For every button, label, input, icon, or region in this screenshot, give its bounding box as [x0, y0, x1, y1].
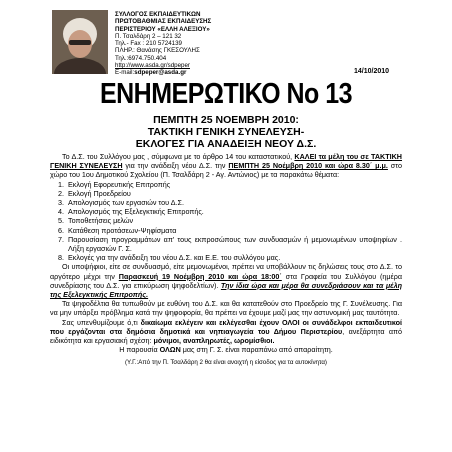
postscript-note: (Υ.Γ.:Από την Π. Τσαλδάρη 2 θα είναι ανοιχτή η είσοδος για τα αυτοκίνητα)	[125, 359, 327, 367]
association-website-link[interactable]: http://www.asda.gr/sdpeper	[115, 62, 190, 70]
candidates-text-1: Οι υποψήφιοι, είτε σε συνδυασμό, είτε μεμονωμένοι, πρέπει να υποβάλλουν τις δηλώσεις τους στο Δ.Σ. το αργότερο μέχρι την	[50, 262, 402, 281]
agenda-item: 4. Απολογισμός της Εξελεγκτικής Επιτροπής.	[66, 207, 402, 216]
eligibility-bold-2: μόνιμοι, αναπληρωτές, ωρομίσθιοι.	[153, 336, 275, 346]
portrait-photo	[52, 10, 108, 74]
association-email-row	[115, 69, 335, 76]
agenda-item: 1. Εκλογή Εφορευτικής Επιτροπής	[66, 180, 402, 189]
presence-text-1: Η παρουσία	[119, 345, 160, 355]
eligibility-text-1: Σας υπενθυμίζουμε ό,τι	[62, 317, 141, 327]
presence-text-2: μας στη Γ. Σ. είναι παραπάνω από απαραίτητη.	[180, 345, 333, 355]
intro-paragraph	[50, 152, 402, 180]
intro-date-bold: ΠΕΜΠΤΗ 25 Νοέμβρη 2010 και ώρα 8.30΄ μ.μ.	[228, 161, 388, 171]
portrait-image	[52, 10, 108, 74]
issue-date: 14/10/2010	[354, 68, 390, 75]
intro-text-1: Το Δ.Σ. του Συλλόγου μας , σύμφωνα με το άρθρο 14 του καταστατικού,	[62, 152, 293, 161]
presence-paragraph	[50, 345, 402, 354]
intro-call-bold: ΚΑΛΕΙ τα μέλη του σε ΤΑΚΤΙΚΗ ΓΕΝΙΚΗ ΣΥΝΕΛΕΥΣΗ	[50, 152, 403, 171]
agenda-item: 3. Απολογισμός των εργασιών του Δ.Σ.	[66, 198, 402, 207]
agenda-item: 5. Τοποθετήσεις μελών	[66, 216, 402, 225]
agenda-list	[50, 180, 402, 263]
association-name-line1: ΣΥΛΛΟΓΟΣ ΕΚΠΑΙΔΕΥΤΙΚΩΝ	[115, 11, 201, 18]
newsletter-body	[50, 152, 402, 368]
agenda-item: 6. Κατάθεση προτάσεων-Ψηφίσματα	[66, 226, 402, 235]
association-mobile: Τηλ.:6974.750.404	[115, 54, 167, 62]
meeting-heading-line1: ΠΕΜΠΤΗ 25 ΝΟΕΜΒΡΗ 2010:	[153, 114, 299, 126]
eligibility-text-2: , ανεξάρτητα από ειδικότητα και εργασιακή σχέση:	[50, 326, 402, 346]
association-header	[115, 11, 335, 77]
agenda-item: 8. Εκλογές για την ανάδειξη του νέου Δ.Σ. και Ε.Ε. του συλλόγου μας.	[66, 253, 402, 262]
eligibility-bold-1: δικαίωμα εκλέγειν και εκλέγεσθαι έχουν ΟΛΟΙ οι συνάδελφοι εκπαιδευτικοί που εργάζονται στα δημόσια δημοτικά και νηπιαγωγεία του Δήμου Περιστερίου	[50, 317, 402, 336]
association-name-line2: ΠΡΩΤΟΒΑΘΜΙΑΣ ΕΚΠΑΙΔΕΥΣΗΣ	[115, 18, 212, 26]
agenda-item: 7. Παρουσίαση προγραμμάτων απ' τους εκπροσώπους των συνδυασμών ή μεμονωμένων υποψηφίων . Λήξη εργασιών Γ. Σ.	[66, 235, 402, 253]
association-address: Π. Τσαλδάρη 2 – 121 32	[115, 32, 182, 40]
candidates-deadline-bold: Παρασκευή 19 Νοέμβρη 2010 και ώρα 18:00΄	[118, 271, 282, 281]
intro-text-2: για την ανάδειξη νέου Δ.Σ. την	[122, 161, 229, 171]
association-name-line3: ΠΕΡΙΣΤΕΡΙΟΥ «ΕΛΛΗ ΑΛΕΞΙΟΥ»	[115, 25, 210, 33]
association-phone-fax: Τηλ.- Fax : 210 5724139	[115, 40, 182, 48]
agenda-item: 2. Εκλογή Προεδρείου	[66, 189, 402, 198]
meeting-heading-line3: ΕΚΛΟΓΕΣ ΓΙΑ ΑΝΑΔΕΙΞΗ ΝΕΟΥ Δ.Σ.	[135, 138, 317, 150]
eligibility-paragraph	[50, 318, 402, 346]
candidates-committee-bold: Την ίδια ώρα και μέρα θα συνεδριάσουν και τα μέλη της Εξελεγκτικής Επιτροπής.	[50, 280, 402, 300]
meeting-heading-line2: ΤΑΚΤΙΚΗ ΓΕΝΙΚΗ ΣΥΝΕΛΕΥΣΗ-	[147, 126, 305, 138]
candidates-text-2: στα Γραφεία του Συλλόγου (ημέρα συνεδρίασης του Δ.Σ. για επικύρωση ψηφοδελτίων).	[50, 271, 402, 290]
meeting-heading	[0, 114, 452, 150]
newsletter-title: ΕΝΗΜΕΡΩΤΙΚΟ Νο 13	[99, 77, 353, 111]
candidates-paragraph	[50, 262, 402, 299]
ballots-paragraph: Τα ψηφοδέλτια θα τυπωθούν με ευθύνη του Δ.Σ. και θα κατατεθούν στο Προεδρείο της Γ. Συνέλευσης. Για να μην υπάρξει πρόβλημα κατά την ψηφοφορία, θα πρέπει να έχουμε μαζί μας την αστυνομική μας ταυτότητα.	[50, 299, 402, 318]
email-label: E-mail:	[115, 69, 135, 77]
association-email-link[interactable]: sdpeper@asda.gr	[134, 69, 187, 77]
association-contact-person: ΠΛΗΡ.: Θανάσης ΓΚΕΣΟΥΛΗΣ	[115, 47, 200, 55]
intro-text-3: στο χώρο του 1ου Δημοτικού Σχολείου (Π. Τσαλδάρη 2 - Αγ. Αντώνιος) με τα παρακάτω θέματα:	[50, 161, 402, 180]
presence-bold: ΟΛΩΝ	[159, 345, 181, 355]
